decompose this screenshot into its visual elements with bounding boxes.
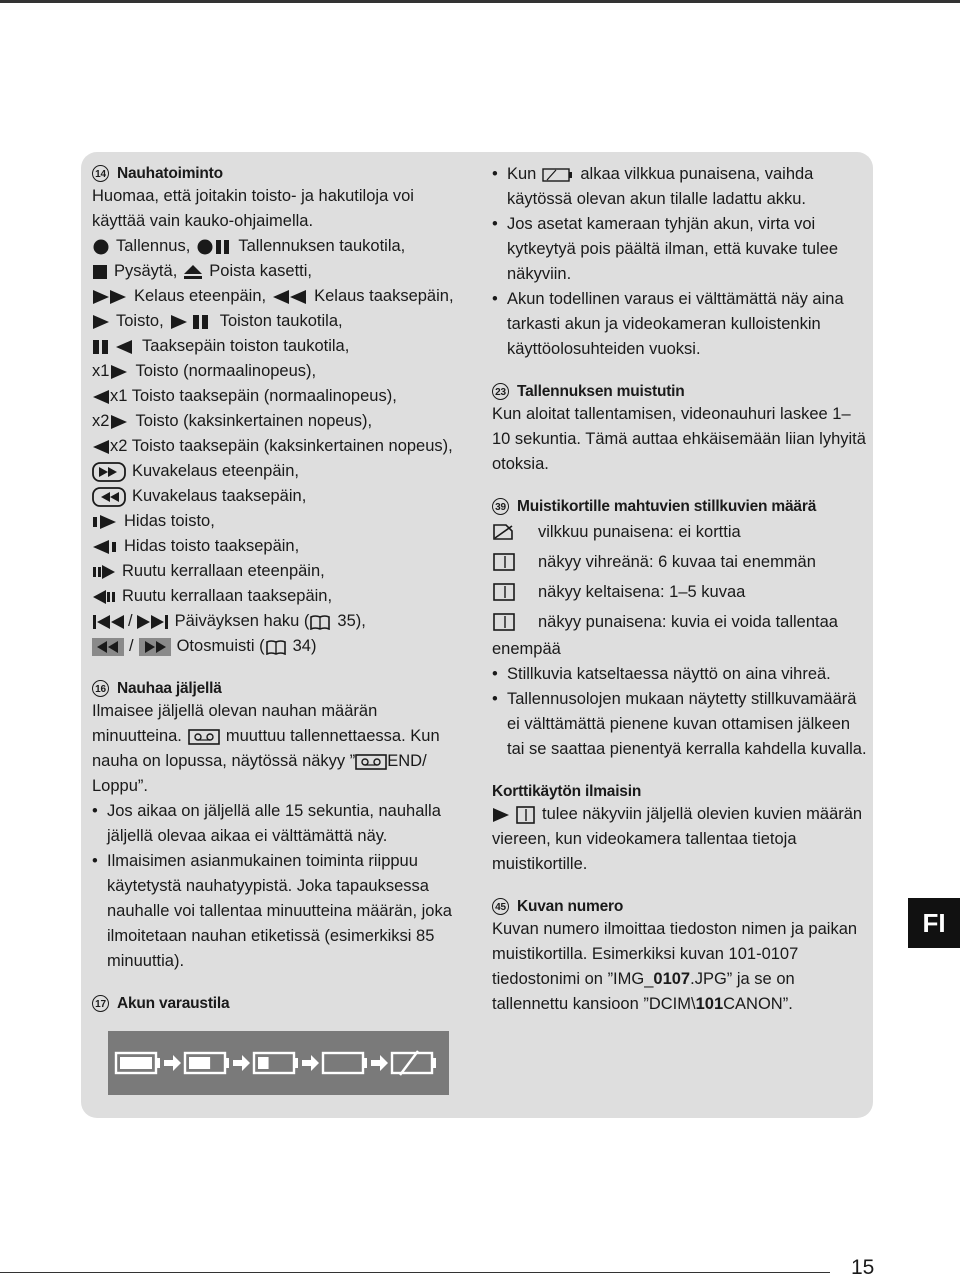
bullet-item: • Ilmaisimen asianmukainen toiminta riippuu käytetystä nauhatyypistä. Joka tapauksessa nauhalle voi tallentaa minuutteina määrän, joka ilmoitetaan nauhan etiketissä (esimerkiksi 85 minuuttia). xyxy=(92,849,472,974)
fast-forward-box-icon xyxy=(139,638,171,656)
bullet-line: ei välttämättä pienene kuvan ottamisen jälkeen xyxy=(507,715,851,733)
bullet-item: • Kun alkaa vilkkua punaisena, vaihda käytössä olevan akun tilalle ladattu akku. xyxy=(492,162,872,212)
section-14-heading xyxy=(92,162,472,184)
top-rule xyxy=(0,0,960,3)
body-line: muistikortilla. Esimerkiksi kuvan 101-0107 xyxy=(492,945,799,963)
language-tab xyxy=(908,898,960,948)
frame-advance-icon xyxy=(92,564,116,580)
bullet-line: käyttöolosuhteiden vuoksi. xyxy=(507,340,701,358)
text: nauha on lopussa, näytössä näkyy ” xyxy=(92,752,356,770)
bullet-line: nauhalle voi tallentaa minuutteina määrän, joka xyxy=(107,902,452,920)
slow-forward-icon xyxy=(92,514,118,530)
body-line: Kuvan numero ilmoittaa tiedoston nimen ja paikan xyxy=(492,920,858,938)
page-number: 15 xyxy=(851,1256,875,1279)
rewind-box-icon xyxy=(92,638,124,656)
arrow-icon xyxy=(233,1055,250,1071)
body-line: enempää xyxy=(492,640,561,658)
bullet-line: Stillkuvia katseltaessa näyttö on aina vihreä. xyxy=(507,665,831,683)
item-text: Toiston taukotila, xyxy=(219,312,343,330)
body-line xyxy=(492,802,872,827)
slash-separator: / xyxy=(129,637,134,655)
item-text: 34) xyxy=(292,637,317,655)
item-text: Pysäytä, xyxy=(114,262,178,280)
bullet-line: näkyviin. xyxy=(507,265,572,283)
bullet-line: Jos asetat kameraan tyhjän akun, virta voi xyxy=(507,215,816,233)
bullet-line: Jos aikaa on jäljellä alle 15 sekuntia, nauhalla xyxy=(107,802,441,820)
battery-empty-icon xyxy=(542,168,574,182)
bullet-line: ilmoitetaan nauhan etiketissä (esimerkiksi 85 xyxy=(107,927,435,945)
bullet-item: • Stillkuvia katseltaessa näyttö on aina vihreä. xyxy=(492,662,872,687)
list-item xyxy=(92,534,472,559)
item-text: 35), xyxy=(337,612,366,630)
section-number: 16 xyxy=(92,680,109,697)
bullet-item: • Akun todellinen varaus ei välttämättä näy aina tarkasti akun ja videokameran kulloistenkin käyttöolosuhteiden vuoksi. xyxy=(492,287,872,362)
text: tallennettu kansioon ”DCIM\ xyxy=(492,995,696,1013)
search-forward-icon xyxy=(92,462,126,482)
section-45-heading xyxy=(492,895,872,917)
skip-backward-icon xyxy=(92,614,126,630)
card-status-row xyxy=(492,577,872,607)
language-tab-label: FI xyxy=(922,907,946,938)
body-line: Ilmaisee jäljellä olevan nauhan määrän xyxy=(92,702,378,720)
book-icon xyxy=(309,614,331,630)
memory-card-icon xyxy=(492,613,516,631)
item-text: Hidas toisto, xyxy=(124,512,215,530)
list-item xyxy=(92,459,472,484)
bold-text: 101 xyxy=(695,995,724,1013)
battery-icon xyxy=(323,1053,367,1073)
item-text: Kuvakelaus taaksepäin, xyxy=(132,487,307,505)
play-pause-icon xyxy=(170,314,214,330)
list-item xyxy=(92,484,472,509)
record-pause-icon xyxy=(196,238,232,256)
list-item xyxy=(92,259,472,284)
bullet-line: Tallennusolojen mukaan näytetty stillkuvamäärä xyxy=(507,690,857,708)
bold-text: 0107 xyxy=(653,970,691,988)
list-item xyxy=(92,309,472,334)
item-text: Kuvakelaus eteenpäin, xyxy=(132,462,299,480)
bullet-text: Kun xyxy=(507,165,537,183)
list-item xyxy=(92,509,472,534)
section-title: Muistikortille mahtuvien stillkuvien määrä xyxy=(517,497,817,515)
body-line xyxy=(92,749,472,774)
play-icon xyxy=(92,314,110,330)
battery-icon xyxy=(116,1053,160,1073)
card-status-row xyxy=(492,517,872,547)
body-line: 10 sekuntia. Tämä auttaa ehkäisemään liian lyhyitä xyxy=(492,430,866,448)
play-icon xyxy=(109,364,129,380)
card-status-row xyxy=(492,607,872,637)
bottom-rule xyxy=(0,1272,830,1273)
speed-label: x2 xyxy=(92,412,110,430)
text: .JPG” ja se on xyxy=(690,970,795,988)
text: END/ xyxy=(387,752,427,770)
text: tiedostonimi on ”IMG_ xyxy=(492,970,654,988)
section-39-heading xyxy=(492,495,872,517)
text: minuutteina. xyxy=(92,727,182,745)
pause-reverse-icon xyxy=(92,339,136,355)
list-item xyxy=(92,234,472,259)
item-text: Toisto (normaalinopeus), xyxy=(135,362,317,380)
list-item xyxy=(92,334,472,359)
intro-line: käyttää vain kauko-ohjaimella. xyxy=(92,212,314,230)
body-line: Loppu”. xyxy=(92,777,148,795)
row-text: vilkkuu punaisena: ei korttia xyxy=(538,522,741,541)
slash-separator: / xyxy=(128,612,133,630)
list-item xyxy=(92,584,472,609)
section-number: 17 xyxy=(92,995,109,1012)
body-line: viereen, kun videokamera tallentaa tietoja xyxy=(492,830,797,848)
section-number: 14 xyxy=(92,165,109,182)
row-text: näkyy keltaisena: 1–5 kuvaa xyxy=(538,582,746,601)
bullet-line: tai se saattaa pienentyä kerralla kahdella kuvalla. xyxy=(507,740,867,758)
battery-icon xyxy=(254,1053,298,1073)
text: CANON”. xyxy=(723,995,793,1013)
item-text: Hidas toisto taaksepäin, xyxy=(124,537,300,555)
item-text: Kelaus eteenpäin, xyxy=(134,287,267,305)
item-text: x2 Toisto taaksepäin (kaksinkertainen nopeus), xyxy=(110,437,453,455)
item-text: Ruutu kerrallaan taaksepäin, xyxy=(122,587,333,605)
body-line: otoksia. xyxy=(492,455,549,473)
bullet-line: kytkeytyä pois päältä ilman, että kuvake tulee xyxy=(507,240,839,258)
body-line xyxy=(92,724,472,749)
item-text: x1 Toisto taaksepäin (normaalinopeus), xyxy=(110,387,397,405)
section-16-heading xyxy=(92,677,472,699)
play-icon xyxy=(492,807,510,823)
section-17-heading xyxy=(92,992,472,1014)
list-item xyxy=(92,609,472,634)
list-item xyxy=(92,559,472,584)
list-item xyxy=(92,284,472,309)
section-title: Korttikäytön ilmaisin xyxy=(492,782,642,800)
fast-forward-icon xyxy=(92,289,128,305)
speed-label: x1 xyxy=(92,362,110,380)
bullet-line: Ilmaisimen asianmukainen toiminta riippuu xyxy=(107,852,418,870)
rewind-icon xyxy=(272,289,308,305)
skip-forward-icon xyxy=(135,614,169,630)
section-title: Akun varaustila xyxy=(117,994,230,1012)
record-dot-icon xyxy=(92,238,110,256)
memory-card-icon xyxy=(492,553,516,571)
search-reverse-icon xyxy=(92,487,126,507)
section-number: 23 xyxy=(492,383,509,400)
item-text: Toisto, xyxy=(116,312,164,330)
cassette-icon xyxy=(188,729,220,745)
text: tulee näkyviin jäljellä olevien kuvien määrän xyxy=(542,805,863,823)
battery-icon xyxy=(392,1051,436,1075)
item-text: Tallennuksen taukotila, xyxy=(238,237,406,255)
intro-line: Huomaa, että joitakin toisto- ja hakutiloja voi xyxy=(92,187,414,205)
section-number: 39 xyxy=(492,498,509,515)
bullet-item: • Jos asetat kameraan tyhjän akun, virta voi kytkeytyä pois päältä ilman, että kuvake tulee näkyviin. xyxy=(492,212,872,287)
list-item xyxy=(92,434,472,459)
bullet-line: jäljellä olevaa aikaa ei välttämättä näy. xyxy=(107,827,388,845)
item-text: Päiväyksen haku ( xyxy=(174,612,310,630)
row-text: näkyy punaisena: kuvia ei voida tallentaa xyxy=(538,612,838,631)
arrow-icon xyxy=(302,1055,319,1071)
reverse-play-icon xyxy=(92,389,110,405)
memory-card-icon xyxy=(516,806,536,824)
row-text: näkyy vihreänä: 6 kuvaa tai enemmän xyxy=(538,552,816,571)
card-status-row xyxy=(492,547,872,577)
body-line: muistikortille. xyxy=(492,855,588,873)
item-text: Taaksepäin toiston taukotila, xyxy=(142,337,350,355)
item-text: Kelaus taaksepäin, xyxy=(314,287,454,305)
card-operation-heading xyxy=(492,780,872,802)
bullet-item: • Tallennusolojen mukaan näytetty stillkuvamäärä ei välttämättä pienene kuvan ottamisen jälkeen tai se saattaa pienentyä kerralla kahdella kuvalla. xyxy=(492,687,872,762)
section-23-heading xyxy=(492,380,872,402)
body-line xyxy=(492,992,872,1017)
section-title: Kuvan numero xyxy=(517,897,624,915)
bullet-item: • Jos aikaa on jäljellä alle 15 sekuntia, nauhalla jäljellä olevaa aikaa ei välttämättä näy. xyxy=(92,799,472,849)
list-item xyxy=(92,634,472,659)
item-text: Ruutu kerrallaan eteenpäin, xyxy=(122,562,325,580)
frame-reverse-icon xyxy=(92,589,116,605)
no-card-icon xyxy=(492,523,514,541)
bullet-line: käytössä olevan akun tilalle ladattu akku. xyxy=(507,190,807,208)
memory-card-icon xyxy=(492,583,516,601)
list-item xyxy=(92,384,472,409)
book-icon xyxy=(265,639,287,655)
section-number: 45 xyxy=(492,898,509,915)
arrow-icon xyxy=(164,1055,181,1071)
cassette-icon xyxy=(355,754,387,770)
item-text: Toisto (kaksinkertainen nopeus), xyxy=(135,412,373,430)
bullet-line: tarkasti akun ja videokameran kulloistenkin xyxy=(507,315,821,333)
body-line: Kun aloitat tallentamisen, videonauhuri laskee 1– xyxy=(492,405,851,423)
body-line xyxy=(492,967,872,992)
left-column xyxy=(92,162,472,1014)
item-text: Tallennus, xyxy=(116,237,191,255)
battery-icon xyxy=(185,1053,229,1073)
section-title: Tallennuksen muistutin xyxy=(517,382,685,400)
list-item xyxy=(92,359,472,384)
battery-level-strip xyxy=(108,1031,449,1095)
stop-square-icon xyxy=(92,264,108,280)
bullet-line: minuuttia). xyxy=(107,952,185,970)
item-text: Poista kasetti, xyxy=(209,262,312,280)
eject-icon xyxy=(183,264,203,280)
text: muuttuu tallennettaessa. Kun xyxy=(225,727,440,745)
bullet-line: käytetystä nauhatyypistä. Joka tapauksessa xyxy=(107,877,429,895)
slow-reverse-icon xyxy=(92,539,118,555)
reverse-play-icon xyxy=(92,439,110,455)
list-item xyxy=(92,409,472,434)
battery-sequence xyxy=(108,1031,449,1095)
item-text: Otosmuisti ( xyxy=(176,637,265,655)
section-title: Nauhatoiminto xyxy=(117,164,223,182)
bullet-line: Akun todellinen varaus ei välttämättä näy aina xyxy=(507,290,844,308)
bullet-text: alkaa vilkkua punaisena, vaihda xyxy=(580,165,814,183)
play-icon xyxy=(109,414,129,430)
arrow-icon xyxy=(371,1055,388,1071)
right-column xyxy=(492,162,872,1017)
section-title: Nauhaa jäljellä xyxy=(117,679,222,697)
